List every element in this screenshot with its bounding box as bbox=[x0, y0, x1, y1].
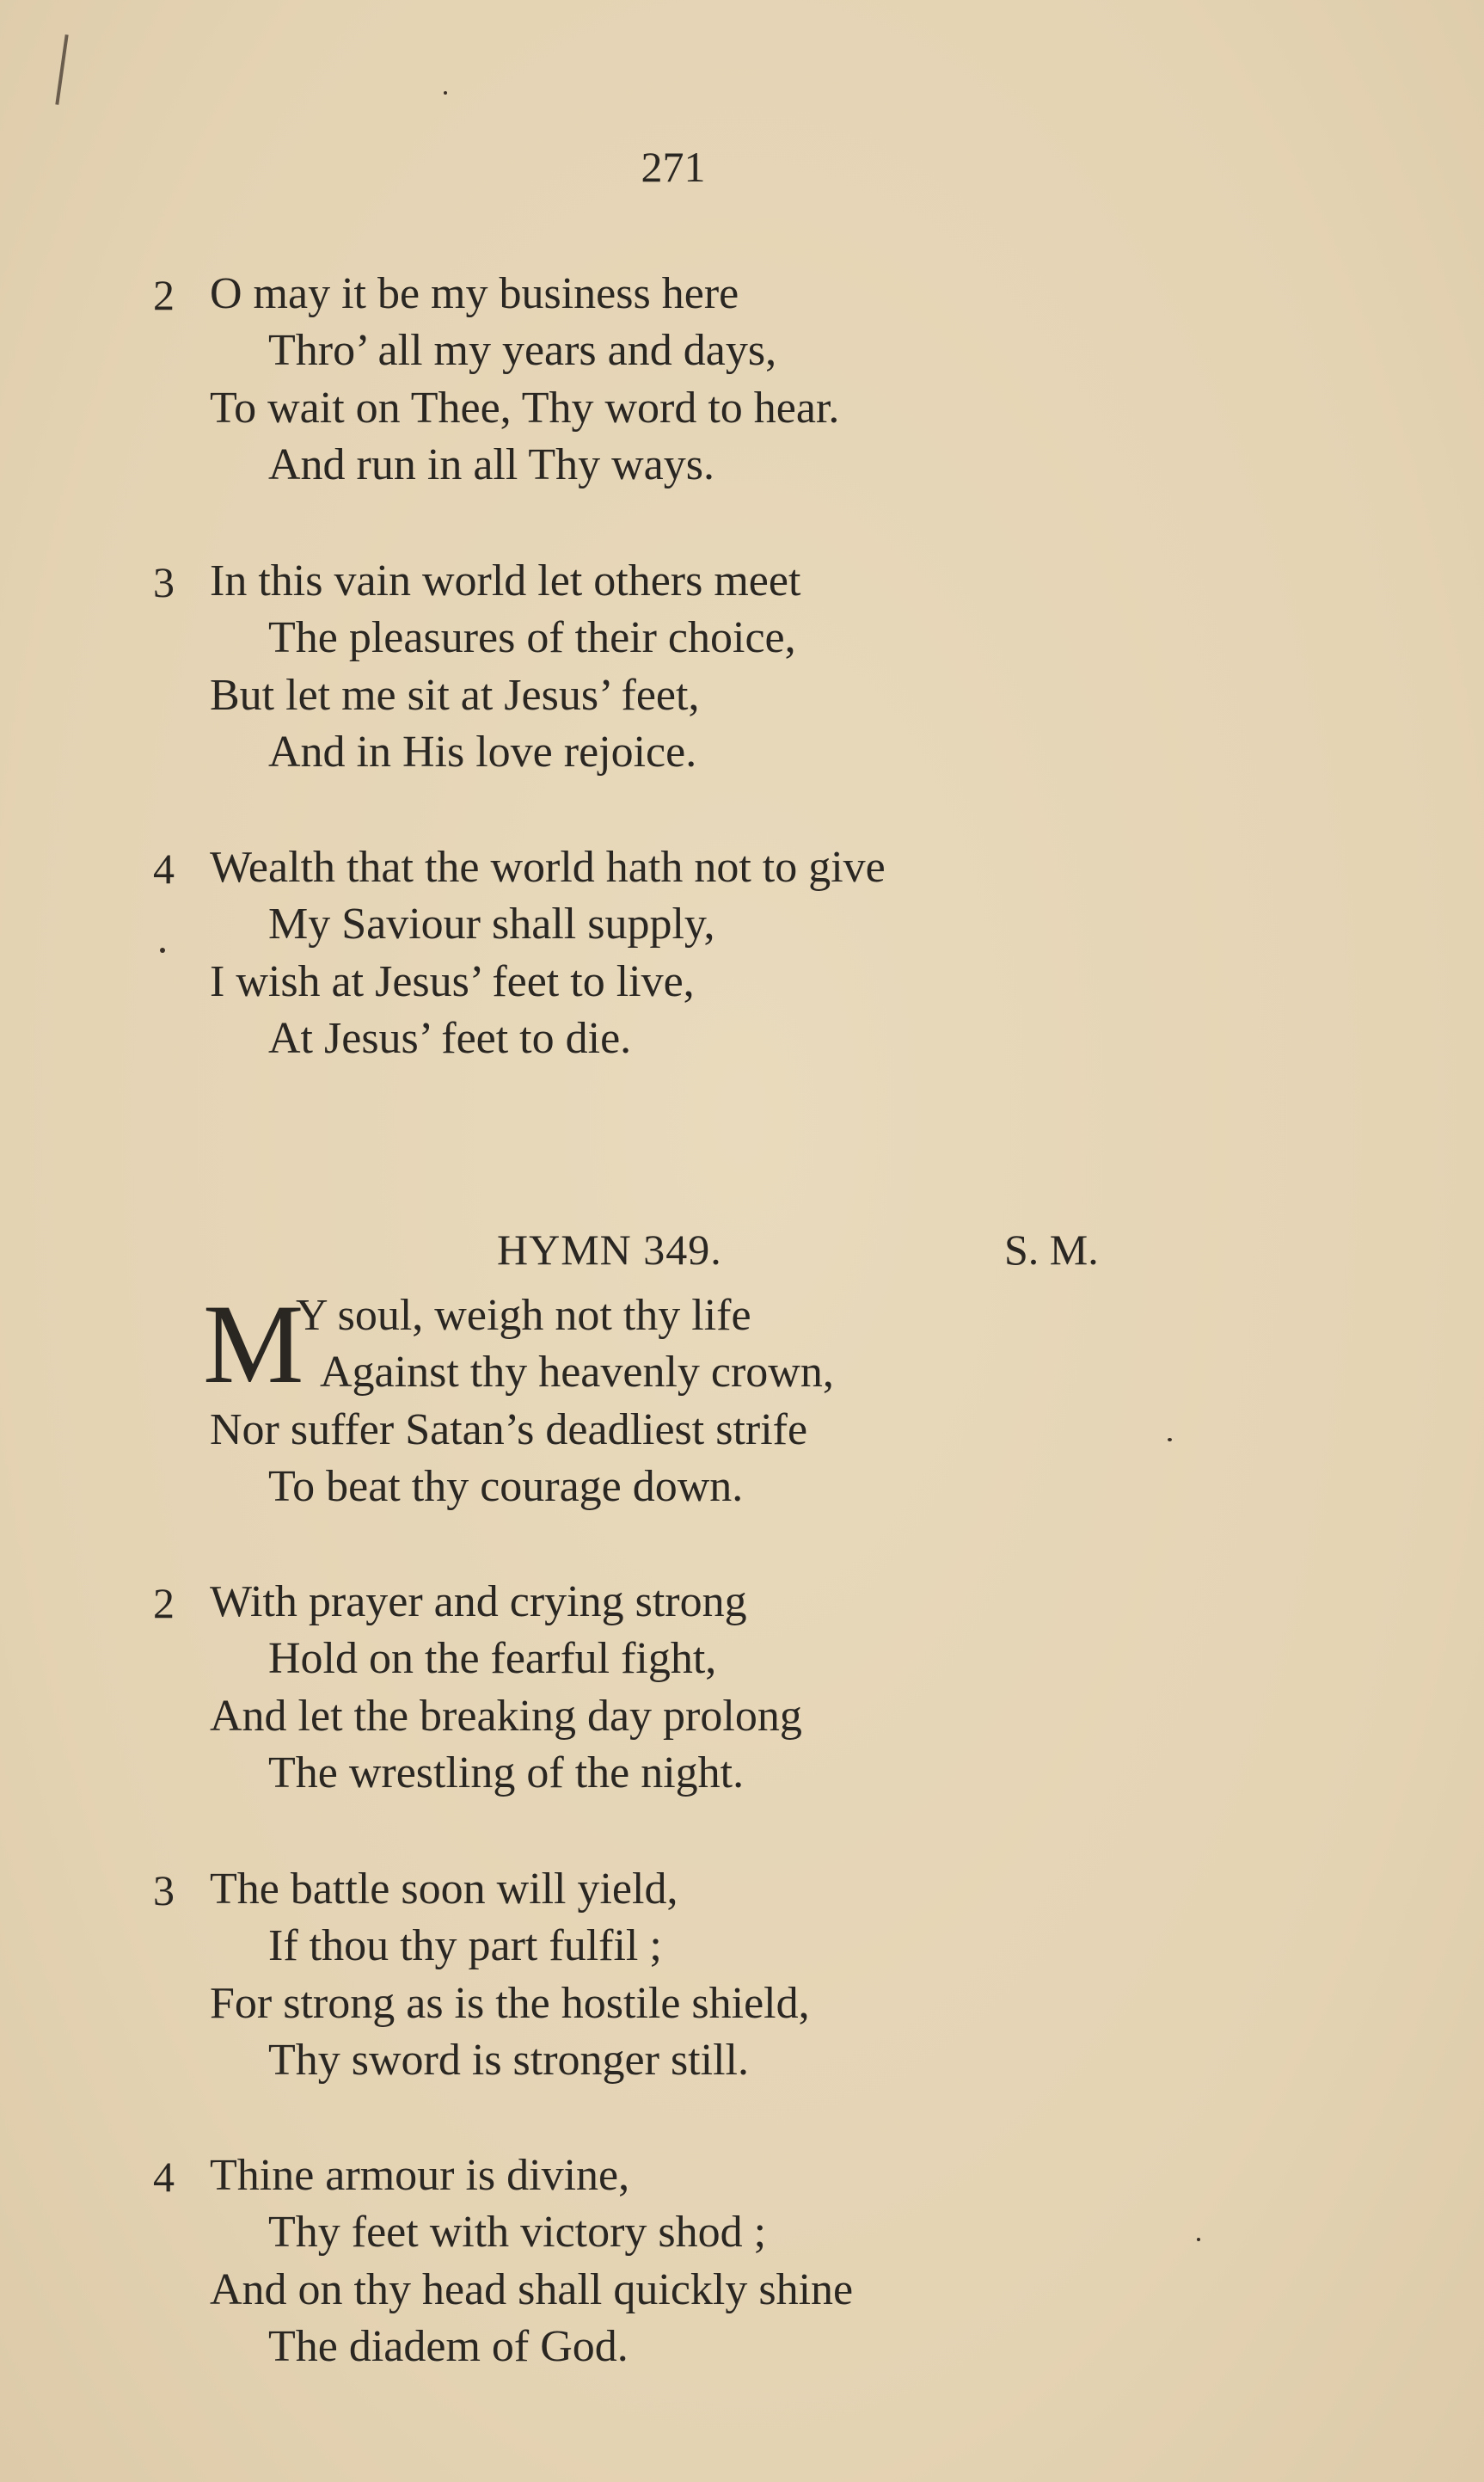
verse-line: For strong as is the hostile shield, bbox=[210, 1979, 810, 2028]
verse-line: Against thy heavenly crown, bbox=[320, 1348, 834, 1397]
verse-line: To beat thy courage down. bbox=[268, 1462, 744, 1511]
paper-speck bbox=[160, 948, 165, 953]
verse-number: 3 bbox=[153, 558, 175, 606]
verse-line: I wish at Jesus’ feet to live, bbox=[210, 957, 695, 1006]
hymn-meter: S. M. bbox=[1004, 1226, 1099, 1274]
verse-line: O may it be my business here bbox=[210, 269, 739, 318]
ink-mark bbox=[55, 34, 68, 105]
verse-line: Thine armour is divine, bbox=[210, 2151, 630, 2200]
verse-line: And on thy head shall quickly shine bbox=[210, 2265, 854, 2314]
verse-line: To wait on Thee, Thy word to hear. bbox=[210, 384, 840, 433]
verse-line: In this vain world let others meet bbox=[210, 556, 801, 605]
verse-line: Y soul, weigh not thy life bbox=[296, 1291, 751, 1340]
verse-line: The wrestling of the night. bbox=[268, 1748, 745, 1797]
verse-number: 4 bbox=[153, 845, 175, 893]
page-number: 271 bbox=[641, 143, 706, 191]
verse-line: Nor suffer Satan’s deadliest strife bbox=[210, 1405, 808, 1454]
paper-speck bbox=[444, 91, 447, 95]
drop-cap: M bbox=[203, 1281, 304, 1407]
hymn-title: HYMN 349. bbox=[497, 1226, 722, 1274]
verse-line: But let me sit at Jesus’ feet, bbox=[210, 671, 700, 720]
verse-number: 3 bbox=[153, 1866, 175, 1914]
verse-line: Wealth that the world hath not to give bbox=[210, 843, 886, 892]
verse-line: Thy feet with victory shod ; bbox=[268, 2208, 767, 2257]
verse-line: The pleasures of their choice, bbox=[268, 613, 796, 662]
verse-line: The battle soon will yield, bbox=[210, 1865, 678, 1914]
verse-line: Thro’ all my years and days, bbox=[268, 326, 777, 375]
verse-line: And in His love rejoice. bbox=[268, 728, 697, 777]
verse-number: 2 bbox=[153, 271, 175, 319]
paper-speck bbox=[1197, 2238, 1200, 2241]
verse-line: Hold on the fearful fight, bbox=[268, 1634, 717, 1683]
verse-line: With prayer and crying strong bbox=[210, 1577, 747, 1626]
verse-line: At Jesus’ feet to die. bbox=[268, 1014, 632, 1063]
verse-line: And let the breaking day prolong bbox=[210, 1692, 802, 1741]
verse-line: My Saviour shall supply, bbox=[268, 900, 715, 949]
verse-line: If thou thy part fulfil ; bbox=[268, 1921, 662, 1970]
verse-line: And run in all Thy ways. bbox=[268, 440, 714, 489]
verse-number: 2 bbox=[153, 1579, 175, 1627]
paper-speck bbox=[1168, 1438, 1172, 1441]
verse-number: 4 bbox=[153, 2153, 175, 2201]
verse-line: Thy sword is stronger still. bbox=[268, 2036, 749, 2085]
verse-line: The diadem of God. bbox=[268, 2322, 629, 2371]
